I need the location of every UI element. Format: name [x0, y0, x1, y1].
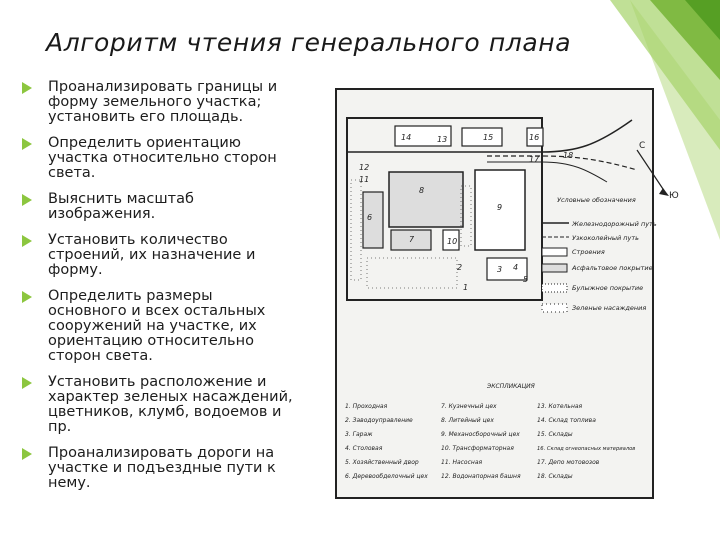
explication-item: 7. Кузнечный цех — [441, 403, 497, 410]
building-number: 8 — [419, 186, 425, 195]
building-number: 1 — [463, 283, 469, 292]
explication-item: 16. Склад огнеопасных материалов — [537, 446, 636, 452]
bullet-arrow-icon — [22, 194, 32, 206]
building-number: 2 — [457, 263, 463, 272]
building-number: 3 — [497, 265, 503, 274]
building-number: 15 — [483, 133, 494, 142]
legend-title: Условные обозначения — [557, 196, 636, 204]
building-number: 12 — [359, 163, 370, 172]
bullet-arrow-icon — [22, 377, 32, 389]
explication-item: 11. Насосная — [441, 459, 483, 466]
explication-item: 4. Столовая — [345, 445, 383, 452]
building-number: 5 — [523, 275, 529, 284]
building-number: 17 — [529, 155, 540, 164]
building-number: 4 — [513, 263, 519, 272]
explication-item: 3. Гараж — [345, 431, 373, 438]
building-number: 7 — [409, 235, 415, 244]
bullet-arrow-icon — [22, 448, 32, 460]
bullet-arrow-icon — [22, 82, 32, 94]
bullet-item: Проанализировать дороги на участке и подъездные пути к нему. — [22, 446, 322, 491]
explication-item: 1. Проходная — [345, 403, 388, 410]
building — [487, 258, 527, 280]
bullet-list — [22, 80, 322, 491]
explication-item: 18. Склады — [537, 473, 573, 480]
general-plan-image — [335, 88, 679, 499]
building-number: 9 — [497, 203, 503, 212]
legend-item: Асфальтовое покрытие — [572, 264, 653, 272]
compass-north: С — [639, 141, 646, 151]
compass-south: Ю — [669, 191, 679, 201]
explication-item: 14. Склад топлива — [537, 417, 596, 424]
bullet-arrow-icon — [22, 138, 32, 150]
building-number: 6 — [367, 213, 373, 222]
building-number: 18 — [563, 151, 574, 160]
building-number: 14 — [401, 133, 412, 142]
bullet-arrow-icon — [22, 291, 32, 303]
building-number: 16 — [529, 133, 540, 142]
explication-item: 5. Хозяйственный двор — [345, 459, 419, 466]
bullet-item: Определить размеры основного и всех остальных сооружений на участке, их ориентацию относительно сторон света. — [22, 289, 322, 364]
bullet-item: Установить расположение и характер зеленых насаждений, цветников, клумб, водоемов и пр. — [22, 375, 322, 435]
building-number: 10 — [447, 237, 458, 246]
building — [363, 192, 383, 248]
explication-item: 10. Трансформаторная — [441, 445, 514, 452]
legend-item: Узкоколейный путь — [572, 234, 639, 242]
building-number: 11 — [359, 175, 370, 184]
slide-title: Алгоритм чтения генерального плана — [46, 28, 572, 57]
explication-item: 9. Механосборочный цех — [441, 431, 520, 438]
explication-item: 6. Деревообделочный цех — [345, 473, 428, 480]
bullet-arrow-icon — [22, 235, 32, 247]
legend-symbols — [542, 223, 569, 312]
explication-item: 8. Литейный цех — [441, 417, 494, 424]
legend-item: Строения — [572, 248, 605, 256]
explication-item: 2. Заводоуправление — [345, 417, 413, 424]
legend-item: Булыжное покрытие — [572, 284, 644, 292]
bullet-item: Проанализировать границы и форму земельного участка; установить его площадь. — [22, 80, 322, 125]
bullet-item: Выяснить масштаб изображения. — [22, 192, 322, 222]
explication-item: 12. Водонапорная башня — [441, 473, 521, 480]
explication-title: ЭКСПЛИКАЦИЯ — [487, 383, 535, 390]
legend-item: Зеленые насаждения — [572, 304, 647, 312]
legend-item: Железнодорожный путь — [572, 220, 657, 228]
explication-item: 17. Депо мотовозов — [537, 459, 600, 466]
building-number: 13 — [437, 135, 448, 144]
explication-item: 13. Котельная — [537, 403, 583, 410]
bullet-item: Определить ориентацию участка относительно сторон света. — [22, 136, 322, 181]
explication-item: 15. Склады — [537, 431, 573, 438]
building — [389, 172, 463, 227]
building — [462, 128, 502, 146]
bullet-item: Установить количество строений, их назначение и форму. — [22, 233, 322, 278]
